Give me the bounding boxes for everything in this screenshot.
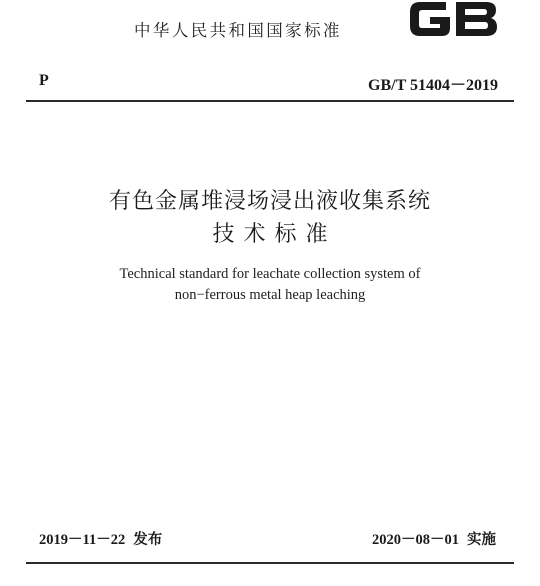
title-chinese-line2: 技术标准	[212, 222, 337, 247]
publish-info	[39, 528, 162, 549]
title-english-line2: non−ferrous metal heap leaching	[174, 287, 366, 303]
issuer-heading: 中华人民共和国国家标准	[134, 21, 342, 40]
title-english-line1: Technical standard for leachate collection system of	[119, 266, 421, 282]
effective-info	[372, 528, 496, 549]
standard-number: GB/T 51404－2019	[368, 77, 498, 94]
publish-date: 2019－11－22	[39, 532, 126, 548]
bottom-rule	[26, 562, 514, 564]
effective-label: 实施	[467, 532, 496, 548]
publish-label: 发布	[133, 532, 163, 548]
gb-logo	[406, 0, 500, 38]
title-chinese-line1: 有色金属堆浸场浸出液收集系统	[108, 189, 431, 214]
effective-date: 2020－08－01	[372, 532, 459, 548]
classification-code: P	[39, 72, 49, 89]
top-rule	[26, 100, 514, 102]
